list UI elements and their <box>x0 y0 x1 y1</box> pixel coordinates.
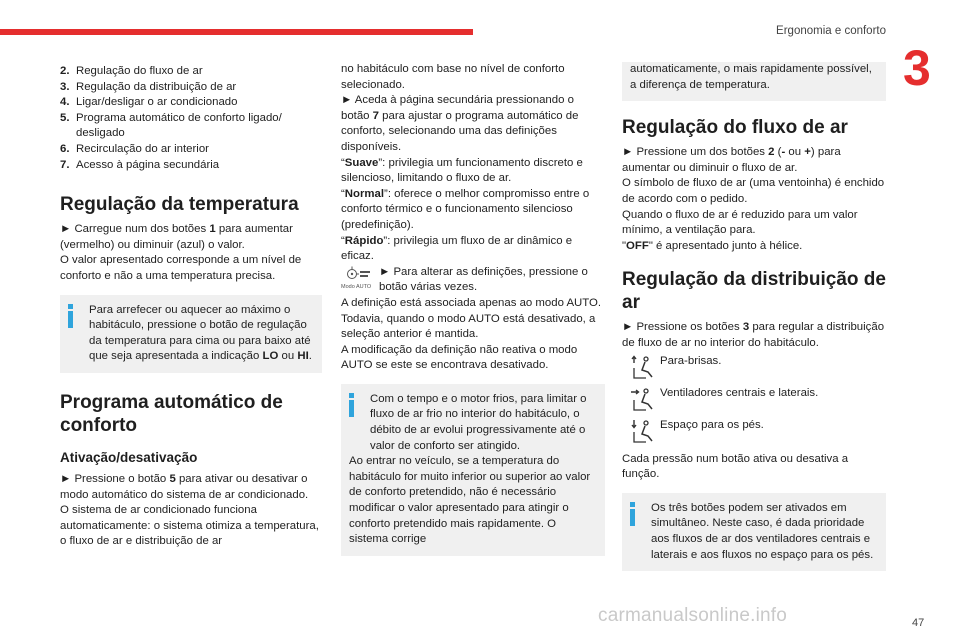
info-text: Para arrefecer ou aquecer ao máximo o habitáculo, pressione o botão de regulação da temperatura para cima ou para baixo até que seja apresentada a indicação LO ou HI. <box>89 303 312 363</box>
distribution-label: Ventiladores centrais e laterais. <box>660 386 819 399</box>
paragraph: A definição está associada apenas ao modo AUTO. Todavia, quando o modo AUTO está desativado, a seleção anterior é mantida. <box>341 296 602 341</box>
setting-suave: “Suave”: privilegia um funcionamento discreto e silencioso, limitando o fluxo de ar. <box>341 156 583 185</box>
temperature-heading: Regulação da temperatura <box>60 194 299 216</box>
distribution-instruction: ► Pressione os botões 3 para regular a distribuição de fluxo de ar no interior do habitáculo. <box>622 321 885 349</box>
activation-heading: Ativação/desativação <box>60 449 198 465</box>
info-text: Ao entrar no veículo, se a temperatura do habitáculo for muito inferior ou superior ao valor de conforto pretendido, não é necessário modificar o valor apresentado para atingir o conforto pretendido mais rapidamente. O sistema corrige <box>349 455 591 546</box>
distribution-face-vents <box>622 386 886 416</box>
column-2 <box>341 62 605 556</box>
page-number: 47 <box>912 617 925 629</box>
distribution-label: Espaço para os pés. <box>660 418 764 431</box>
activation-description: O sistema de ar condicionado funciona automaticamente: o sistema otimiza a temperatura, o fluxo de ar e distribuição de ar <box>60 504 319 548</box>
setting-normal: “Normal”: oferece o melhor compromisso entre o conforto térmico e o funcionamento silencioso (predefinição). <box>341 187 590 231</box>
distribution-footwell <box>622 418 886 448</box>
watermark: carmanualsonline.info <box>598 605 788 626</box>
list-item: 2. Regulação do fluxo de ar <box>60 65 203 77</box>
chapter-title: Ergonomia e conforto <box>776 25 886 37</box>
paragraph: no habitáculo com base no nível de conforto selecionado. <box>341 63 565 91</box>
distribution-windscreen <box>622 354 886 384</box>
paragraph: Quando o fluxo de ar é reduzido para um valor mínimo, a ventilação para. <box>622 208 858 237</box>
airflow-heading: Regulação do fluxo de ar <box>622 117 848 139</box>
list-item: 6. Recirculação do ar interior <box>60 142 209 155</box>
paragraph: A modificação da definição não reativa o modo AUTO se este se encontrava desativado. <box>341 343 578 372</box>
footwell-airflow-icon <box>630 419 654 445</box>
info-text: automaticamente, o mais rapidamente possível, a diferença de temperatura. <box>630 63 872 91</box>
temperature-note: O valor apresentado corresponde a um nível de conforto e não a uma temperatura precisa. <box>60 254 302 282</box>
mode-instruction: ► Para alterar as definições, pressione o botão várias vezes. <box>379 265 588 294</box>
setting-rapido: “Rápido”: privilegia um fluxo de ar dinâmico e eficaz. <box>341 234 573 263</box>
paragraph: Cada pressão num botão ativa ou desativa a função. <box>622 452 849 481</box>
info-box-cold-engine <box>341 384 605 556</box>
list-item: 5. Programa automático de conforto ligado/ desligado <box>60 111 282 140</box>
info-icon <box>67 304 74 328</box>
windscreen-airflow-icon <box>630 355 654 381</box>
info-text: Com o tempo e o motor frios, para limitar o fluxo de ar frio no interior do habitáculo, o débito de ar evolui progressivamente até o valor de conforto ser atingido. <box>370 392 587 452</box>
distribution-label: Para-brisas. <box>660 354 722 367</box>
chapter-color-bar <box>0 29 473 35</box>
column-1 <box>60 62 322 550</box>
list-item: 7. Acesso à página secundária <box>60 158 220 171</box>
info-box-simultaneous <box>622 493 886 571</box>
mode-auto-row <box>341 265 605 296</box>
mode-auto-label: Modo AUTO <box>341 283 372 290</box>
chapter-number: 3 <box>903 40 931 96</box>
controls-list <box>60 64 322 173</box>
face-vents-airflow-icon <box>630 387 654 413</box>
auto-program-heading: Programa automático de conforto <box>60 391 283 436</box>
activation-instruction: ► Pressione o botão 5 para ativar ou desativar o modo automático do sistema de ar condicionado. <box>60 472 309 501</box>
mode-auto-icon <box>341 265 375 293</box>
list-item: 3. Regulação da distribuição de ar <box>60 80 237 93</box>
info-icon <box>629 502 636 526</box>
distribution-heading: Regulação da distribuição de ar <box>622 269 886 314</box>
info-text: Os três botões podem ser ativados em simultâneo. Neste caso, é dada prioridade aos fluxos de ar dos ventiladores centrais e laterais e aos fluxos no espaço para os pés. <box>651 501 874 561</box>
column-3 <box>622 62 886 571</box>
airflow-instruction: ► Pressione um dos botões 2 (- ou +) para aumentar ou diminuir o fluxo de ar. <box>622 146 841 174</box>
info-box-temperature <box>60 295 322 373</box>
temperature-instruction: ► Carregue num dos botões 1 para aumentar (vermelho) ou diminuir (azul) o valor. <box>60 223 293 251</box>
secondary-page-instruction: ► Aceda à página secundária pressionando o botão 7 para ajustar o programa automático de conforto, selecionando uma das definições disponíveis. <box>341 94 579 153</box>
info-box-continued <box>622 62 886 101</box>
paragraph: "OFF" é apresentado junto à hélice. <box>622 239 803 252</box>
info-icon <box>348 393 355 417</box>
paragraph: O símbolo de fluxo de ar (uma ventoinha) é enchido de acordo com o pedido. <box>622 177 885 205</box>
list-item: 4. Ligar/desligar o ar condicionado <box>60 96 238 109</box>
